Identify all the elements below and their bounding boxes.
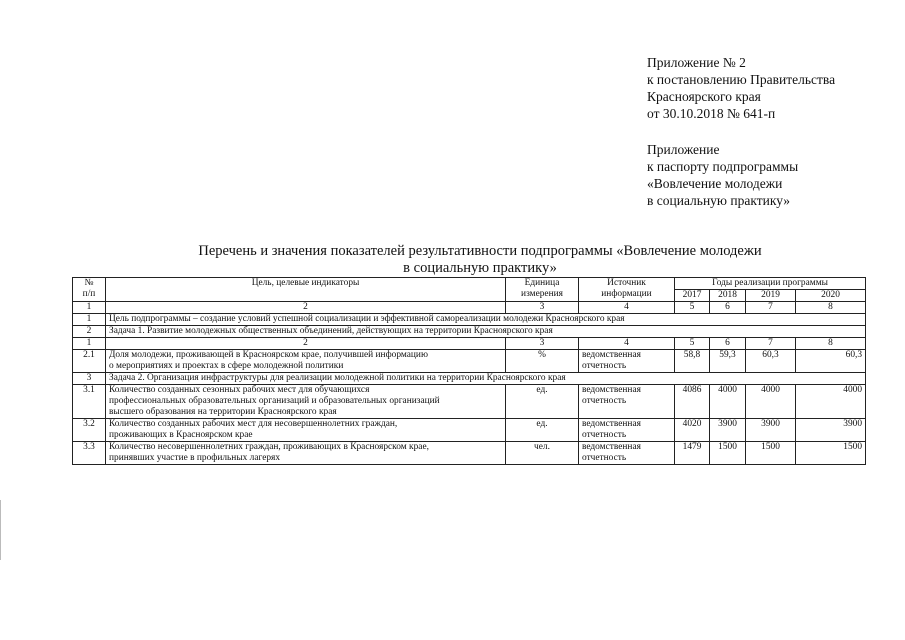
header-years: Годы реализации программы xyxy=(675,278,866,290)
unit-cell: чел. xyxy=(506,442,579,465)
scan-edge-mark xyxy=(0,500,4,560)
column-number: 1 xyxy=(73,302,106,314)
table-row xyxy=(73,442,866,465)
indicator-line: Количество несовершеннолетних граждан, проживающих в Красноярском крае, xyxy=(109,442,429,452)
unit-cell: % xyxy=(506,350,579,373)
appendix-line: к постановлению Правительства xyxy=(647,72,836,87)
source-line: ведомственная xyxy=(582,385,641,395)
table-header-row xyxy=(73,278,866,290)
column-number: 3 xyxy=(506,302,579,314)
indicator-line: высшего образования на территории Красноярского края xyxy=(109,407,337,417)
indicator-line: Количество созданных рабочих мест для несовершеннолетних граждан, xyxy=(109,419,398,429)
row-num: 3 xyxy=(73,373,106,385)
appendix-line: Красноярского края xyxy=(647,89,761,104)
column-number: 8 xyxy=(796,338,866,350)
appendix-line: к паспорту подпрограммы xyxy=(647,159,799,174)
indicator-line: профессиональных образовательных организаций и образовательных организаций xyxy=(109,396,440,406)
appendix-line: от 30.10.2018 № 641-п xyxy=(647,106,776,121)
task-text: Задача 2. Организация инфраструктуры для реализации молодежной политики на территории Красноярского края xyxy=(106,373,866,385)
column-number: 2 xyxy=(106,338,506,350)
row-num: 2.1 xyxy=(73,350,106,373)
value-2018: 59,3 xyxy=(710,350,746,373)
document-title xyxy=(120,243,840,277)
value-2018: 4000 xyxy=(710,385,746,419)
goal-row xyxy=(73,314,866,326)
column-number: 2 xyxy=(106,302,506,314)
header-unit-line2: измерения xyxy=(521,289,563,299)
column-number-row xyxy=(73,338,866,350)
table-row xyxy=(73,419,866,442)
source-cell xyxy=(579,419,675,442)
header-year-2017: 2017 xyxy=(675,290,710,302)
appendix-block-passport xyxy=(647,141,798,209)
source-line: отчетность xyxy=(582,453,627,463)
column-number: 5 xyxy=(675,338,710,350)
appendix-line: Приложение № 2 xyxy=(647,55,746,70)
indicator-line: проживающих в Красноярском крае xyxy=(109,430,253,440)
unit-cell: ед. xyxy=(506,419,579,442)
indicator-text xyxy=(106,385,506,419)
column-number: 6 xyxy=(710,302,746,314)
source-line: ведомственная xyxy=(582,442,641,452)
header-goal: Цель, целевые индикаторы xyxy=(106,278,506,302)
source-line: отчетность xyxy=(582,396,627,406)
source-line: ведомственная xyxy=(582,419,641,429)
appendix-line: «Вовлечение молодежи xyxy=(647,176,783,191)
column-number: 4 xyxy=(579,338,675,350)
indicator-line: принявших участие в профильных лагерях xyxy=(109,453,281,463)
indicator-line: о мероприятиях и проектах в сфере молодежной политики xyxy=(109,361,344,371)
header-source-line2: информации xyxy=(601,289,652,299)
indicator-line: Количество созданных сезонных рабочих мест для обучающихся xyxy=(109,385,370,395)
column-number: 1 xyxy=(73,338,106,350)
indicator-text xyxy=(106,419,506,442)
header-source xyxy=(579,278,675,302)
row-num: 3.3 xyxy=(73,442,106,465)
appendix-line: Приложение xyxy=(647,142,720,157)
value-2019: 60,3 xyxy=(746,350,796,373)
column-number: 8 xyxy=(796,302,866,314)
title-line: Перечень и значения показателей результативности подпрограммы «Вовлечение молодежи xyxy=(198,243,762,259)
task-row xyxy=(73,373,866,385)
value-2017: 1479 xyxy=(675,442,710,465)
value-2019: 1500 xyxy=(746,442,796,465)
row-num: 1 xyxy=(73,314,106,326)
header-source-line1: Источник xyxy=(607,278,646,288)
column-number: 5 xyxy=(675,302,710,314)
indicator-line: Доля молодежи, проживающей в Красноярском крае, получившей информацию xyxy=(109,350,428,360)
title-line: в социальную практику» xyxy=(403,260,557,276)
column-number: 4 xyxy=(579,302,675,314)
value-2020: 60,3 xyxy=(796,350,866,373)
header-year-2020: 2020 xyxy=(796,290,866,302)
value-2020: 1500 xyxy=(796,442,866,465)
header-unit-line1: Единица xyxy=(524,278,560,288)
value-2018: 3900 xyxy=(710,419,746,442)
header-year-2018: 2018 xyxy=(710,290,746,302)
column-number: 7 xyxy=(746,302,796,314)
value-2020: 3900 xyxy=(796,419,866,442)
table-row xyxy=(73,385,866,419)
source-line: отчетность xyxy=(582,361,627,371)
value-2019: 4000 xyxy=(746,385,796,419)
value-2017: 4020 xyxy=(675,419,710,442)
header-num-line2: п/п xyxy=(82,289,96,299)
task-text: Задача 1. Развитие молодежных общественных объединений, действующих на территории Красноярского края xyxy=(106,326,866,338)
header-unit xyxy=(506,278,579,302)
source-cell xyxy=(579,442,675,465)
source-line: отчетность xyxy=(582,430,627,440)
value-2018: 1500 xyxy=(710,442,746,465)
indicator-text xyxy=(106,442,506,465)
column-number: 6 xyxy=(710,338,746,350)
indicator-text xyxy=(106,350,506,373)
row-num: 3.1 xyxy=(73,385,106,419)
unit-cell: ед. xyxy=(506,385,579,419)
value-2017: 4086 xyxy=(675,385,710,419)
header-year-2019: 2019 xyxy=(746,290,796,302)
source-cell xyxy=(579,350,675,373)
goal-text: Цель подпрограммы – создание условий успешной социализации и эффективной самореализации молодежи Красноярского края xyxy=(106,314,866,326)
table-row xyxy=(73,350,866,373)
value-2020: 4000 xyxy=(796,385,866,419)
row-num: 3.2 xyxy=(73,419,106,442)
column-number: 7 xyxy=(746,338,796,350)
source-cell xyxy=(579,385,675,419)
indicators-table xyxy=(72,277,866,465)
column-number: 3 xyxy=(506,338,579,350)
column-number-row xyxy=(73,302,866,314)
header-num-line1: № xyxy=(84,278,94,288)
value-2017: 58,8 xyxy=(675,350,710,373)
header-num xyxy=(73,278,106,302)
row-num: 2 xyxy=(73,326,106,338)
source-line: ведомственная xyxy=(582,350,641,360)
value-2019: 3900 xyxy=(746,419,796,442)
appendix-line: в социальную практику» xyxy=(647,193,791,208)
task-row xyxy=(73,326,866,338)
appendix-block-decree xyxy=(647,54,835,122)
